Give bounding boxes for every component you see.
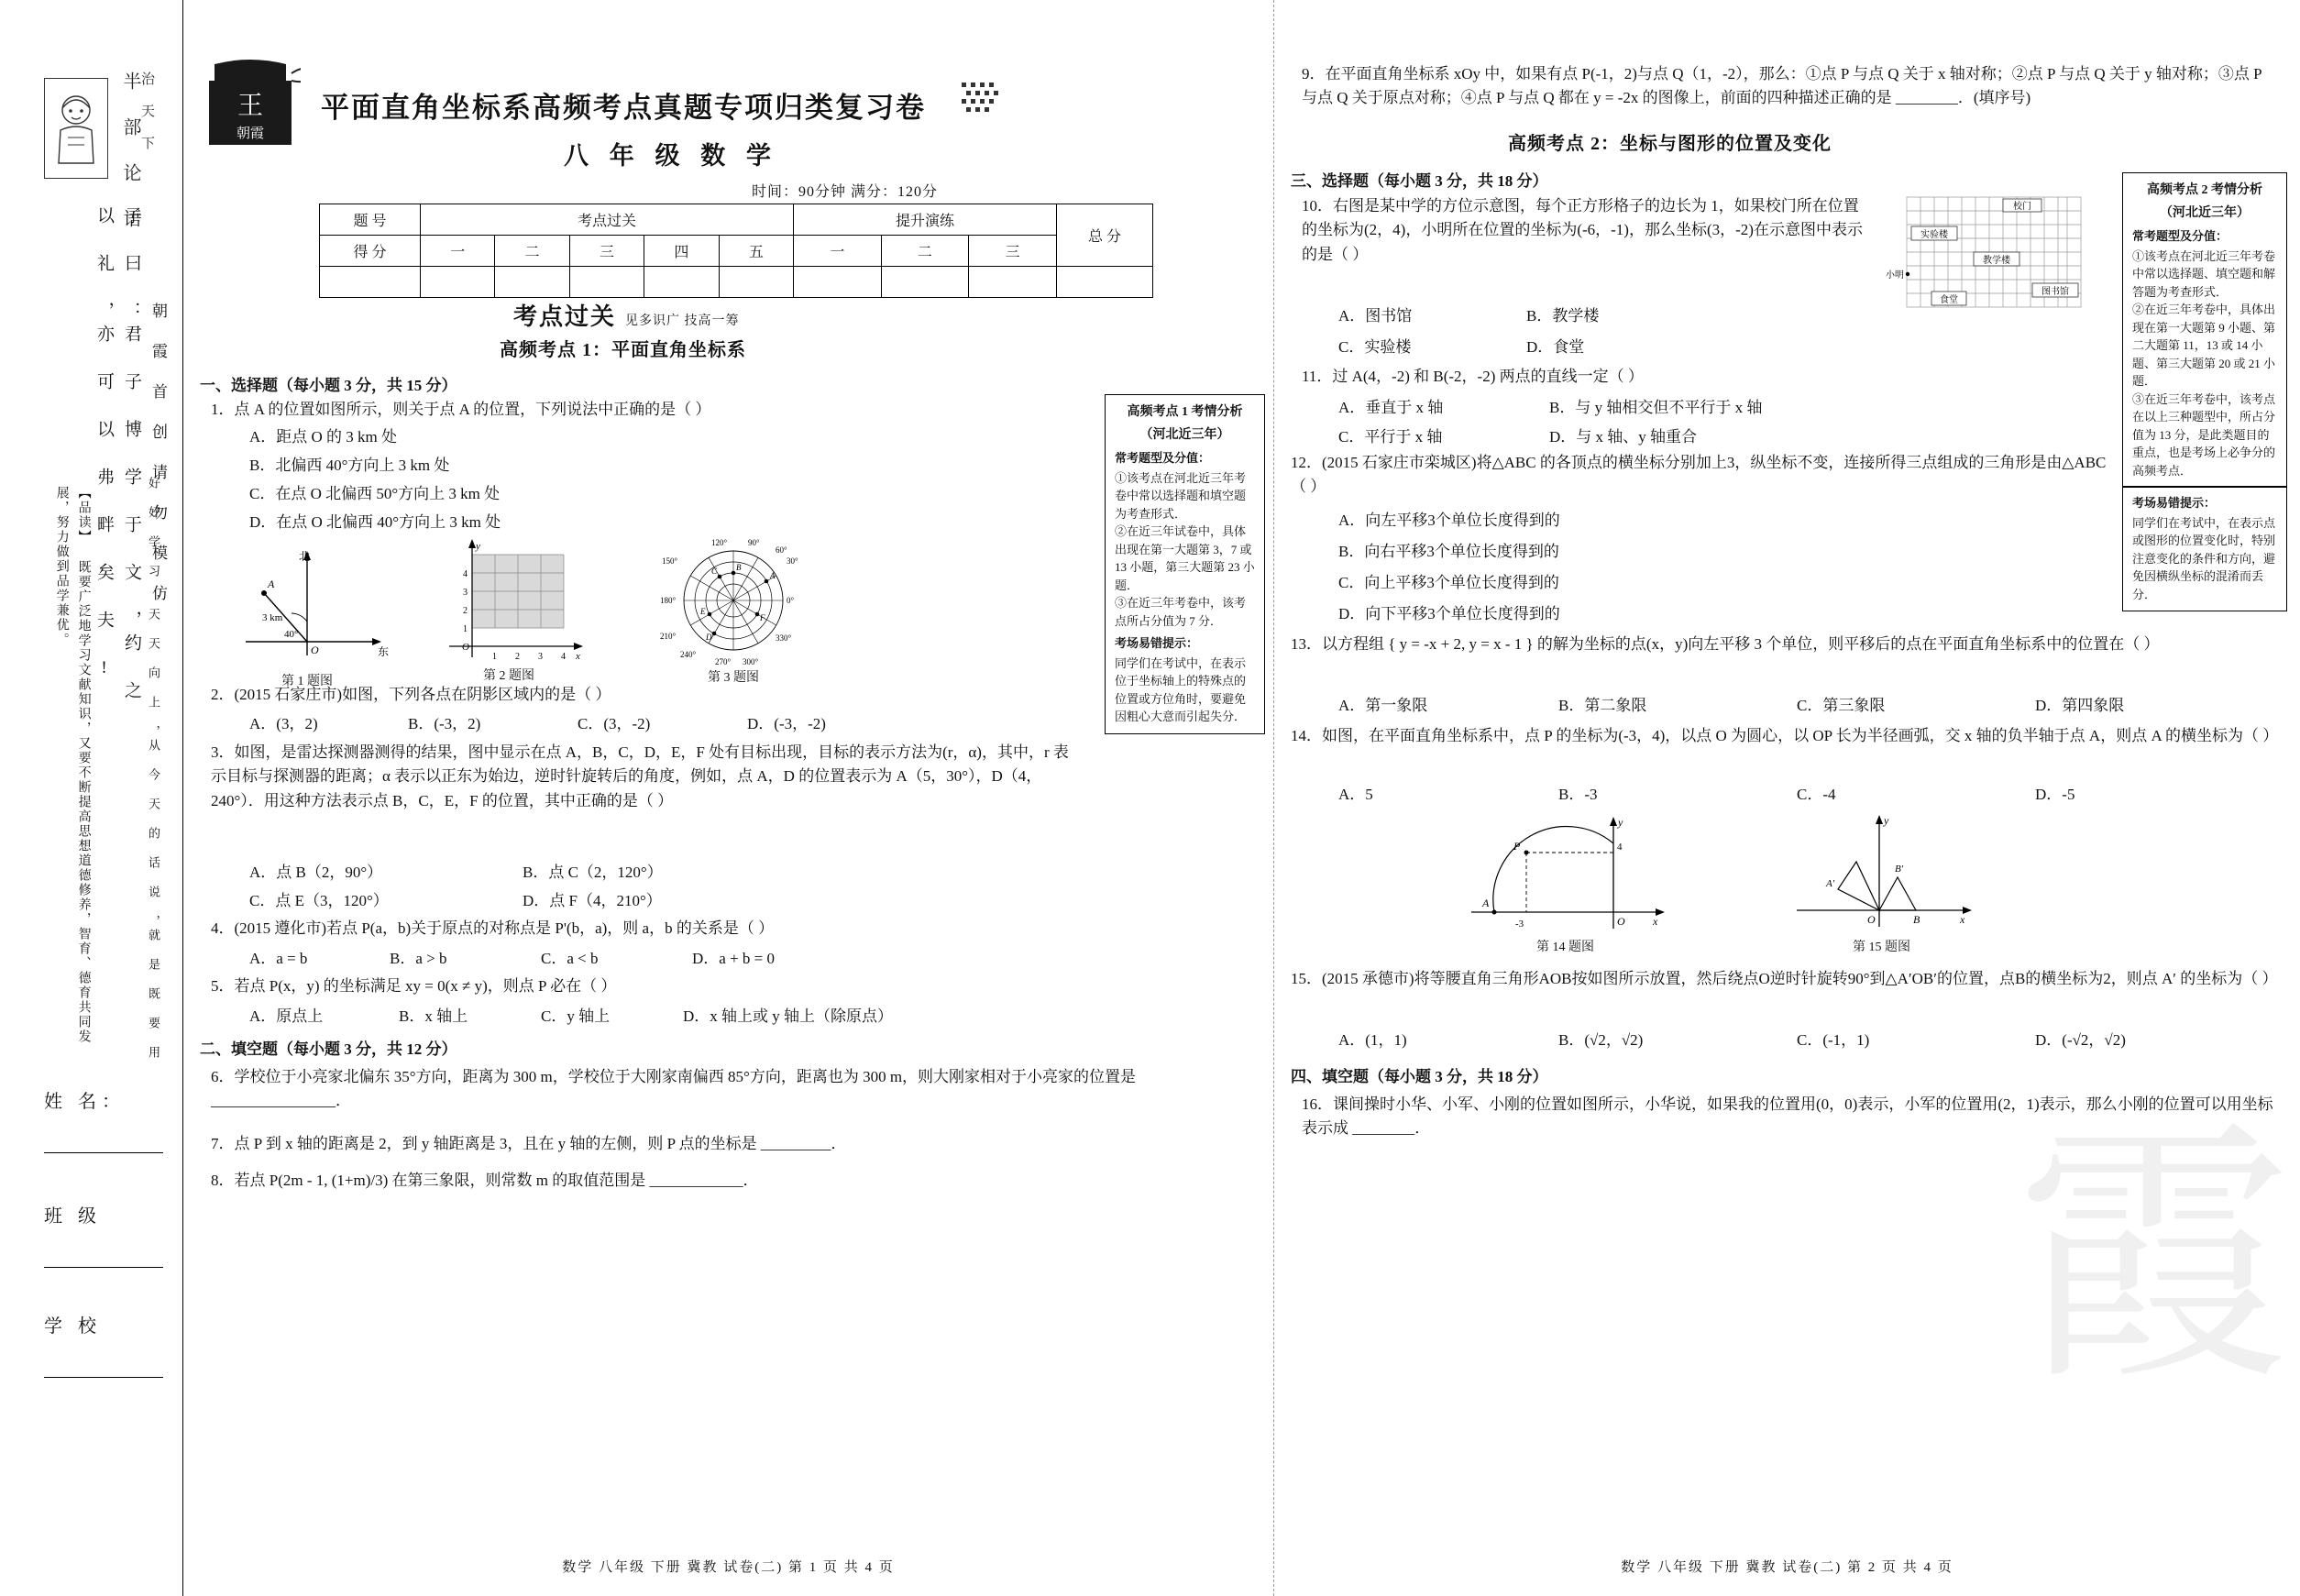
score-blank-total[interactable] [1057, 267, 1153, 298]
question-5-option-c[interactable]: C．y 轴上 [541, 1007, 611, 1025]
svg-text:270°: 270° [715, 657, 732, 666]
question-12-option-c[interactable]: C．向上平移3个单位长度得到的 [1338, 574, 1559, 591]
section-banner [513, 298, 740, 332]
analysis-2-bullet-3: ③在近三年考卷中，该考点在以上三种题型中，所占分值为 13 分，是此类题目的重点，也是考场上必争分的高频考点． [2132, 391, 2276, 478]
question-13-option-d[interactable]: D．第四象限 [2035, 697, 2125, 714]
svg-text:90°: 90° [748, 538, 760, 547]
figure-3 [619, 532, 848, 686]
svg-text:3 km: 3 km [262, 612, 283, 623]
section-2-heading: 二、填空题（每小题 3 分，共 12 分） [200, 1040, 457, 1058]
svg-text:E: E [700, 607, 706, 616]
svg-text:A: A [268, 578, 275, 590]
svg-text:y: y [1618, 816, 1623, 829]
score-total-label: 总 分 [1057, 204, 1153, 267]
svg-text:4: 4 [463, 569, 468, 579]
question-7: 7．点 P 到 x 轴的距离是 2，到 y 轴距离是 3，且在 y 轴的左侧，则 P 点的坐标是 _________． [211, 1135, 847, 1152]
kaodian-2-analysis-box [2122, 172, 2287, 488]
question-12-option-b[interactable]: B．向右平移3个单位长度得到的 [1338, 543, 1559, 560]
figure-2 [417, 536, 600, 684]
analysis-2-heading-2: 考场易错提示： [2132, 496, 2217, 510]
svg-text:2: 2 [515, 652, 520, 662]
svg-text:4: 4 [561, 652, 566, 662]
class-field-group [44, 1201, 163, 1268]
sidebar-brand-top2: 治 天 下 [139, 72, 154, 151]
figure-2-caption: 第 2 题图 [483, 669, 534, 683]
analysis-1-bullet-4: 同学们在考试中，在表示位于坐标轴上的特殊点的位置或方位角时，要避免因粗心大意而引起失分． [1115, 655, 1247, 723]
question-4-option-d[interactable]: D．a + b = 0 [692, 950, 775, 967]
left-column [183, 0, 1274, 1596]
svg-text:-3: -3 [1515, 919, 1524, 930]
question-12-option-a[interactable]: A．向左平移3个单位长度得到的 [1338, 512, 1560, 529]
analysis-2-title-1: 高频考点 2 考情分析 [2147, 183, 2262, 197]
svg-text:1: 1 [492, 652, 497, 662]
score-col-1: 一 [421, 236, 495, 267]
analysis-2-bullet-2: ②在近三年考卷中，具体出现在第一大题第 9 小题、第二大题第 11，13 或 14 小题、第三大题第 20 或 21 小题． [2132, 303, 2276, 388]
figure-1-caption: 第 1 题图 [281, 675, 333, 688]
question-12-stem: 12．(2015 石家庄市栾城区)将△ABC 的各顶点的横坐标分别加上3，纵坐标不变，连接所得三点组成的三角形是由△ABC（ ） [1291, 454, 2107, 496]
school-field-group [44, 1311, 163, 1378]
question-3-option-a[interactable]: A．点 B（2，90°） [249, 864, 383, 881]
question-8: 8．若点 P(2m - 1, (1+m)/3) 在第三象限，则常数 m 的取值范围是 ____________． [211, 1172, 759, 1189]
score-row-label-1: 题 号 [320, 204, 421, 236]
question-14-option-d[interactable]: D．-5 [2035, 786, 2075, 803]
analysis-1-bullet-2: ②在近三年试卷中，具体出现在第一大题第 3，7 或 13 小题，第三大题第 23 小题． [1115, 524, 1255, 592]
svg-text:240°: 240° [680, 650, 697, 659]
svg-text:小明: 小明 [1886, 270, 1904, 281]
svg-text:A: A [1482, 897, 1490, 909]
figure-3-caption: 第 3 题图 [708, 671, 759, 685]
question-5-option-b[interactable]: B．x 轴上 [399, 1007, 468, 1025]
svg-text:y: y [1884, 814, 1889, 827]
question-14-stem: 14．如图，在平面直角坐标系中，点 P 的坐标为(-3，4)，以点 O 为圆心，以 OP 长为半径画弧，交 x 轴的负半轴于点 A，则点 A 的横坐标为（ ） [1291, 727, 2279, 744]
svg-text:B′: B′ [1895, 864, 1904, 875]
question-15-option-d[interactable]: D．(-√2，√2) [2035, 1031, 2126, 1049]
question-2-option-c[interactable]: C．(3，-2) [578, 715, 651, 732]
analysis-1-title-1: 高频考点 1 考情分析 [1127, 405, 1243, 419]
sidebar-paragraph-2: 好 好 学 习 ，天 天 向 上 ，从 今 天 的 话 说 ，就 是 既 要 用 [147, 477, 160, 1060]
svg-text:实验楼: 实验楼 [1920, 230, 1948, 240]
analysis-1-heading-1: 常考题型及分值： [1115, 451, 1211, 465]
question-1-stem: 1．点 A 的位置如图所示，则关于点 A 的位置，下列说法中正确的是（ ） [211, 401, 711, 418]
svg-text:F: F [760, 613, 765, 622]
question-1-option-b[interactable]: B．北偏西 40°方向上 3 km 处 [249, 457, 450, 474]
score-col-2: 二 [495, 236, 569, 267]
score-blank-label[interactable] [320, 267, 421, 298]
svg-text:O: O [1617, 915, 1625, 928]
question-12-option-d[interactable]: D．向下平移3个单位长度得到的 [1338, 605, 1560, 622]
score-col-5: 五 [719, 236, 793, 267]
watermark: 霞 [2016, 1097, 2291, 1417]
score-blank-1[interactable] [421, 267, 495, 298]
svg-text:朝霞: 朝霞 [236, 125, 265, 141]
figure-10-school-map [1875, 188, 2099, 321]
svg-text:A: A [770, 571, 776, 580]
question-4-option-c[interactable]: C．a < b [541, 950, 599, 967]
svg-text:60°: 60° [776, 545, 787, 555]
school-field-input[interactable] [44, 1347, 163, 1378]
left-margin-strip [0, 0, 183, 1596]
analysis-1-title-2: （河北近三年） [1139, 428, 1230, 442]
score-blank-4[interactable] [644, 267, 719, 298]
score-group-1: 考点过关 [421, 204, 794, 236]
svg-text:校门: 校门 [2013, 202, 2031, 212]
question-13-stem: 13．以方程组 { y = -x + 2, y = x - 1 } 的解为坐标的点(x，y)向左平移 3 个单位，则平移后的点在平面直角坐标系中的位置在（ ） [1291, 635, 2160, 653]
question-4-option-b[interactable]: B．a > b [390, 950, 447, 967]
svg-text:40°: 40° [284, 629, 299, 640]
page-subtitle: 八 年 级 数 学 [564, 142, 778, 170]
question-10-option-a[interactable]: A．图书馆 [1338, 307, 1413, 325]
score-col-7: 二 [881, 236, 969, 267]
score-blank-3[interactable] [569, 267, 644, 298]
svg-text:x: x [576, 651, 580, 662]
question-11-stem: 11．过 A(4，-2) 和 B(-2，-2) 两点的直线一定（ ） [1302, 368, 1644, 385]
score-blank-8[interactable] [969, 267, 1057, 298]
svg-text:120°: 120° [711, 538, 728, 547]
score-table [319, 204, 1153, 298]
svg-text:2: 2 [463, 606, 468, 616]
analysis-2-title-2: （河北近三年） [2160, 206, 2250, 220]
svg-text:3: 3 [463, 588, 468, 598]
question-15-option-b[interactable]: B．(√2，√2) [1558, 1031, 1644, 1049]
svg-text:东: 东 [378, 645, 390, 658]
question-2-stem: 2．(2015 石家庄市)如图，下列各点在阴影区域内的是（ ） [211, 686, 611, 703]
score-col-4: 四 [644, 236, 719, 267]
svg-text:B: B [736, 563, 742, 572]
question-5-option-a[interactable]: A．原点上 [249, 1007, 324, 1025]
score-col-6: 一 [794, 236, 882, 267]
svg-text:4: 4 [1617, 842, 1623, 853]
svg-text:食堂: 食堂 [1940, 295, 1958, 305]
class-field-input[interactable] [44, 1237, 163, 1268]
sidebar-motto-1: 以 礼 ，亦 可 以 弗 畔 矣 夫 ! [94, 206, 114, 683]
svg-text:x: x [1653, 915, 1658, 928]
question-15-stem: 15．(2015 承德市)将等腰直角三角形AOB按如图所示放置，然后绕点O逆时针旋转90°到△A′OB′的位置，点B的横坐标为2，则点 A′ 的坐标为（ ） [1291, 970, 2278, 987]
section-banner-small: 见多识广 技高一筹 [625, 314, 740, 328]
section-3-heading: 三、选择题（每小题 3 分，共 18 分） [1291, 172, 1548, 190]
question-10-stem: 10．右图是某中学的方位示意图，每个正方形格子的边长为 1，如果校门所在位置的坐标为(2，4)，小明所在位置的坐标为(-6，-1)，那么坐标(3，-2)在示意图中表示的是（ ） [1302, 197, 1863, 263]
question-6: 6．学校位于小亮家北偏东 35°方向，距离为 300 m，学校位于大刚家南偏西 85°方向，距离也为 300 m，则大刚家相对于小亮家的位置是 ________________． [211, 1068, 1137, 1110]
svg-text:3: 3 [538, 652, 543, 662]
question-15-option-a[interactable]: A．(1，1) [1338, 1031, 1407, 1049]
score-col-3: 三 [569, 236, 644, 267]
svg-text:P: P [1513, 840, 1521, 853]
svg-text:180°: 180° [660, 596, 677, 605]
sidebar-brand-top: 半 部 论 语 [120, 72, 140, 231]
sidebar-motto-3: 朝 霞 首 创 请 勿 模 仿 [149, 303, 167, 604]
svg-text:O: O [462, 642, 469, 653]
analysis-2-bullet-4: 同学们在考试中，在表示点或图形的位置变化时，特别注意变化的条件和方向，避免因横纵坐标的混淆而丢分． [2132, 515, 2276, 601]
score-row-label-2: 得 分 [320, 236, 421, 267]
svg-text:1: 1 [463, 624, 468, 634]
svg-text:D: D [706, 633, 712, 642]
question-5-option-d[interactable]: D．x 轴上或 y 轴上（除原点） [683, 1007, 894, 1025]
class-field-label: 班 级 [44, 1206, 102, 1227]
question-1-option-c[interactable]: C．在点 O 北偏西 50°方向上 3 km 处 [249, 485, 501, 502]
question-1-option-a[interactable]: A．距点 O 的 3 km 处 [249, 428, 398, 446]
figure-15-caption: 第 15 题图 [1853, 941, 1910, 954]
svg-text:王: 王 [237, 90, 264, 120]
question-16: 16．课间操时小华、小军、小刚的位置如图所示，小华说，如果我的位置用(0，0)表示，小军的位置用(2，1)表示，那么小刚的位置可以用坐标表示成 ________． [1302, 1095, 2273, 1138]
section-4-heading: 四、填空题（每小题 3 分，共 18 分） [1291, 1068, 1548, 1085]
question-13-option-c[interactable]: C．第三象限 [1797, 697, 1886, 714]
name-field-group [44, 1086, 163, 1153]
analysis-1-heading-2: 考场易错提示： [1115, 636, 1199, 650]
score-blank-7[interactable] [881, 267, 969, 298]
svg-text:150°: 150° [662, 556, 678, 566]
question-11-option-a[interactable]: A．垂直于 x 轴 [1338, 399, 1444, 416]
question-13-option-b[interactable]: B．第二象限 [1558, 697, 1647, 714]
svg-text:210°: 210° [660, 632, 677, 641]
score-blank-5[interactable] [719, 267, 793, 298]
question-1-option-d[interactable]: D．在点 O 北偏西 40°方向上 3 km 处 [249, 513, 501, 531]
svg-text:北: 北 [299, 550, 311, 563]
footer-left: 数学 八年级 下册 冀教 试卷(二) 第 1 页 共 4 页 [562, 1560, 895, 1575]
score-blank-2[interactable] [495, 267, 569, 298]
analysis-2-heading-1: 常考题型及分值： [2132, 229, 2228, 243]
question-11-option-b[interactable]: B．与 y 轴相交但不平行于 x 轴 [1549, 399, 1763, 416]
kaodian-2-warning-box [2122, 486, 2287, 611]
question-10-option-c[interactable]: C．实验楼 [1338, 338, 1412, 356]
question-14-option-a[interactable]: A．5 [1338, 786, 1373, 803]
figure-1 [220, 545, 394, 689]
kaodian-2-title: 高频考点 2：坐标与图形的位置及变化 [1508, 134, 1832, 154]
question-5-stem: 5．若点 P(x，y) 的坐标满足 xy = 0(x ≠ y)，则点 P 必在（ ） [211, 977, 617, 995]
page-title: 平面直角坐标系高频考点真题专项归类复习卷 [321, 92, 926, 125]
question-3-option-d[interactable]: D．点 F（4，210°） [523, 892, 662, 909]
figure-14 [1462, 811, 1668, 955]
question-3-option-c[interactable]: C．点 E（3，120°） [249, 892, 389, 909]
analysis-1-bullet-1: ①该考点在河北近三年考卷中常以选择题和填空题为考查形式． [1115, 470, 1247, 521]
svg-text:x: x [1960, 913, 1965, 926]
name-field-input[interactable] [44, 1122, 163, 1153]
svg-text:C: C [711, 567, 718, 576]
svg-text:教学楼: 教学楼 [1983, 256, 2010, 266]
svg-text:A′: A′ [1826, 878, 1835, 889]
question-15-option-c[interactable]: C．(-1，1) [1797, 1031, 1870, 1049]
svg-text:0°: 0° [787, 596, 795, 605]
score-group-2: 提升演练 [794, 204, 1057, 236]
question-9: 9．在平面直角坐标系 xOy 中，如果有点 P(-1，2)与点 Q（1，-2），那么：①点 P 与点 Q 关于 x 轴对称；②点 P 与点 Q 关于 y 轴对称；③点 P 与点 Q 关于原点对称；④点 P 与点 Q 都在 y = -2x 的图像上，前面的四种描述正确的是 ________．(填序号) [1302, 65, 2261, 107]
question-4-option-a[interactable]: A．a = b [249, 950, 308, 967]
question-2-option-d[interactable]: D．(-3，-2) [747, 715, 826, 732]
svg-text:330°: 330° [776, 633, 792, 643]
section-1-heading: 一、选择题（每小题 3 分，共 15 分） [200, 377, 457, 394]
question-2-option-b[interactable]: B．(-3，2) [408, 715, 481, 732]
mascot-icon [44, 78, 108, 179]
kaodian-1-title: 高频考点 1：平面直角坐标系 [500, 340, 746, 360]
svg-text:300°: 300° [743, 657, 759, 666]
exam-meta: 时间：90分钟 满分：120分 [752, 184, 939, 200]
analysis-2-bullet-1: ①该考点在河北近三年考卷中常以选择题、填空题和解答题为考查形式． [2132, 248, 2276, 299]
score-blank-6[interactable] [794, 267, 882, 298]
analysis-1-bullet-3: ③在近三年考卷中，该考点所占分值为 7 分． [1115, 596, 1247, 628]
question-14-option-b[interactable]: B．-3 [1558, 786, 1598, 803]
question-3-stem: 3．如图，是雷达探测器测得的结果，图中显示在点 A，B，C，D，E，F 处有目标出现，目标的表示方法为(r，α)，其中，r 表示目标与探测器的距离；α 表示以正东为始边，逆时针旋转后的角度，例如，点 A，D 的位置表示为 A（5，30°），D（4，240°）．用这种方法表示点 B，C，E，F 的位置，其中正确的是（ ） [211, 743, 1069, 809]
sidebar-motto-2: 子 曰 ：君 子 博 学 于 文 ，约 之 [122, 206, 141, 704]
question-10-option-d[interactable]: D．食堂 [1526, 338, 1585, 356]
figure-14-caption: 第 14 题图 [1536, 941, 1594, 954]
question-4-stem: 4．(2015 遵化市)若点 P(a，b)关于原点的对称点是 P'(b，a)，则 a，b 的关系是（ ） [211, 919, 775, 937]
svg-text:B: B [1913, 913, 1920, 926]
svg-text:30°: 30° [787, 556, 798, 566]
question-14-option-c[interactable]: C．-4 [1797, 786, 1836, 803]
question-3-option-b[interactable]: B．点 C（2，120°） [523, 864, 663, 881]
section-banner-big: 考点过关 [513, 303, 617, 330]
question-13-option-a[interactable]: A．第一象限 [1338, 697, 1428, 714]
sidebar-paragraph: 【品读】 既要广泛地学习文献知识，又要不断提高思想道德修养，智育、德育共同发展，努力做到品学兼优。 [54, 486, 91, 1044]
svg-text:y: y [476, 541, 480, 552]
kaodian-1-analysis-box [1105, 394, 1265, 734]
name-field-label: 姓 名： [44, 1092, 126, 1112]
svg-text:O: O [1867, 913, 1876, 926]
decorative-dots [962, 83, 1017, 119]
school-field-label: 学 校 [44, 1316, 102, 1337]
svg-text:图书馆: 图书馆 [2041, 287, 2069, 297]
svg-text:O: O [311, 644, 319, 656]
question-11-option-d[interactable]: D．与 x 轴、y 轴重合 [1549, 428, 1698, 446]
question-10-option-b[interactable]: B．教学楼 [1526, 307, 1600, 325]
publisher-logo-icon [200, 57, 301, 158]
footer-right: 数学 八年级 下册 冀教 试卷(二) 第 2 页 共 4 页 [1621, 1560, 1953, 1575]
figure-15 [1783, 811, 1980, 955]
right-column [1274, 0, 2300, 1596]
score-col-8: 三 [969, 236, 1057, 267]
question-2-option-a[interactable]: A．(3，2) [249, 715, 318, 732]
question-11-option-c[interactable]: C．平行于 x 轴 [1338, 428, 1443, 446]
